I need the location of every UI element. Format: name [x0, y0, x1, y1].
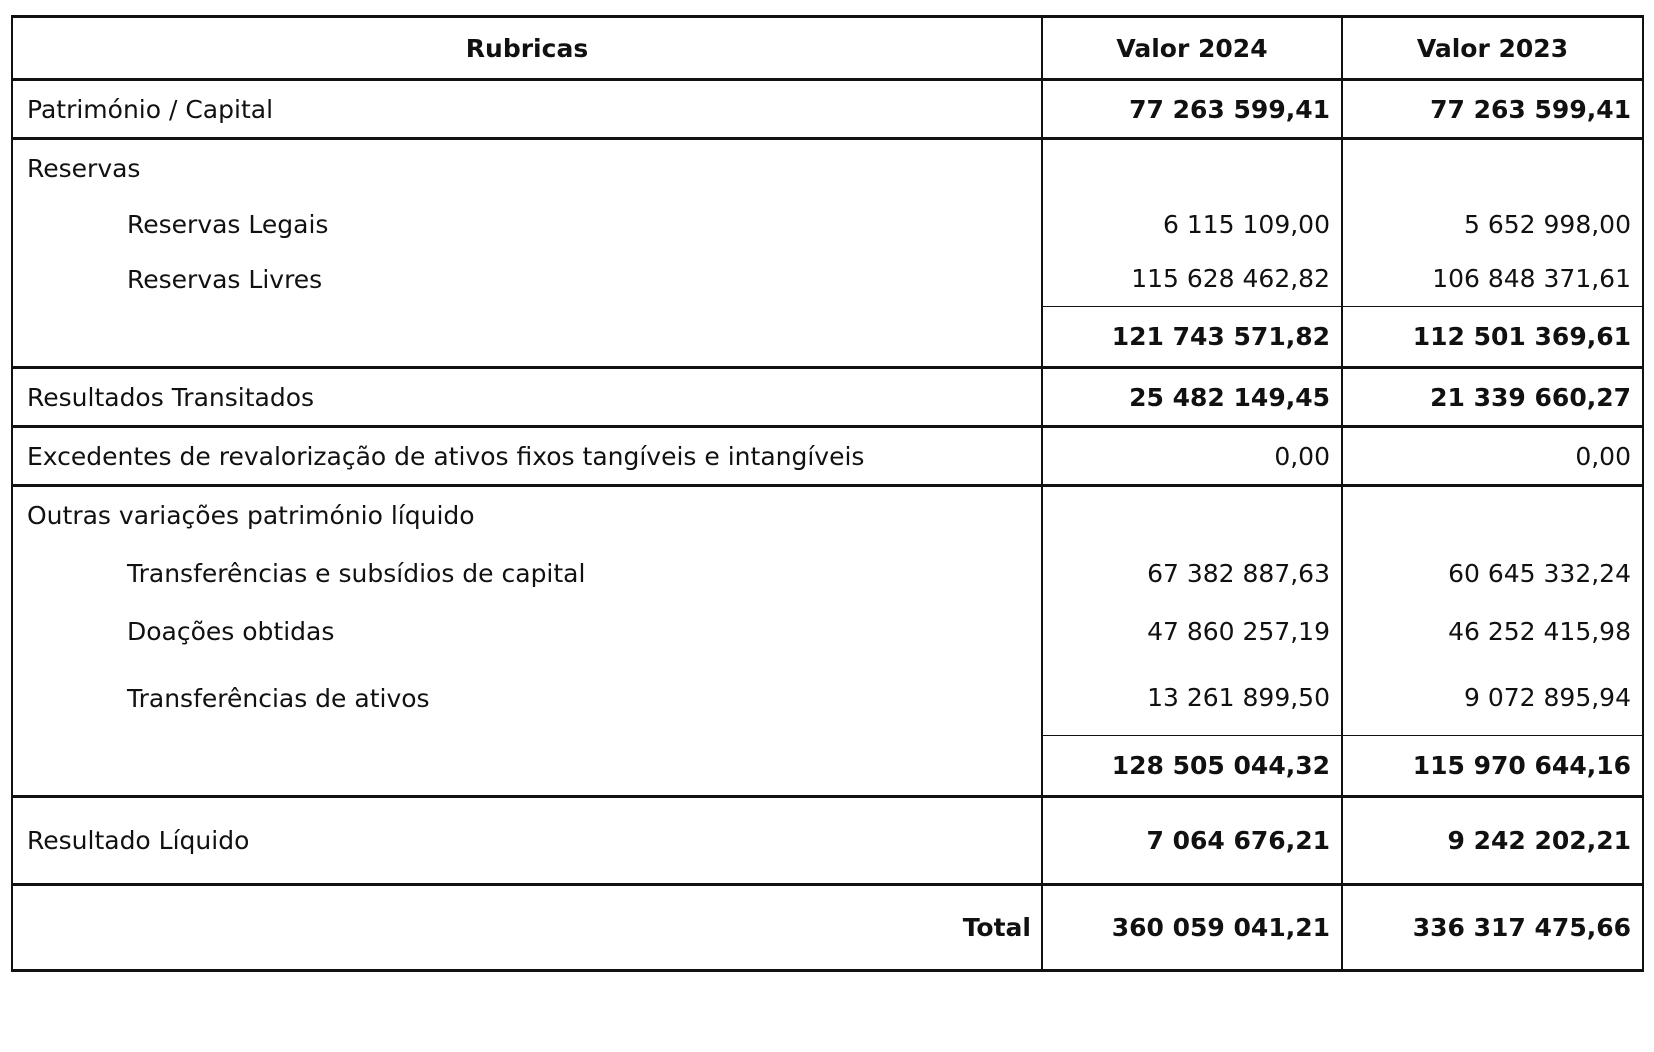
equity-table [11, 15, 1644, 972]
table-row-transferencias-subsidios [12, 544, 1643, 603]
total-2024: 360 059 041,21 [1042, 885, 1342, 971]
table-row-reservas-legais [12, 197, 1643, 252]
table-row-transferencias-ativos [12, 661, 1643, 736]
value-2024: 13 261 899,50 [1042, 661, 1342, 736]
value-2023: 9 242 202,21 [1342, 797, 1643, 885]
table-row-outras-variacoes-subtotal [12, 736, 1643, 797]
value-2024-empty [1042, 139, 1342, 197]
total-label: Total [12, 885, 1042, 971]
row-label: Resultado Líquido [12, 797, 1042, 885]
table-row-resultado-liquido [12, 797, 1643, 885]
value-2023: 9 072 895,94 [1342, 661, 1643, 736]
value-2024: 0,00 [1042, 427, 1342, 486]
row-label: Resultados Transitados [12, 368, 1042, 427]
row-label-empty [12, 307, 1042, 368]
value-2023-empty [1342, 139, 1643, 197]
value-2023-empty [1342, 486, 1643, 544]
value-2024: 25 482 149,45 [1042, 368, 1342, 427]
row-label: Outras variações património líquido [12, 486, 1042, 544]
header-row [12, 17, 1643, 80]
header-valor-2024: Valor 2024 [1042, 17, 1342, 80]
row-label: Doações obtidas [12, 603, 1042, 661]
subtotal-2024: 121 743 571,82 [1042, 307, 1342, 368]
table-row-reservas-subtotal [12, 307, 1643, 368]
row-label: Transferências e subsídios de capital [12, 544, 1042, 603]
subtotal-2023: 115 970 644,16 [1342, 736, 1643, 797]
table-row-reservas-livres [12, 252, 1643, 307]
value-2023: 46 252 415,98 [1342, 603, 1643, 661]
value-2023: 0,00 [1342, 427, 1643, 486]
table-row-doacoes [12, 603, 1643, 661]
row-label: Reservas Legais [12, 197, 1042, 252]
subtotal-2024: 128 505 044,32 [1042, 736, 1342, 797]
value-2024: 6 115 109,00 [1042, 197, 1342, 252]
table-row-outras-variacoes-heading [12, 486, 1643, 544]
value-2023: 21 339 660,27 [1342, 368, 1643, 427]
value-2024: 47 860 257,19 [1042, 603, 1342, 661]
total-2023: 336 317 475,66 [1342, 885, 1643, 971]
value-2024: 7 064 676,21 [1042, 797, 1342, 885]
row-label: Reservas [12, 139, 1042, 197]
row-label-empty [12, 736, 1042, 797]
table-row-resultados-transitados [12, 368, 1643, 427]
row-label: Transferências de ativos [12, 661, 1042, 736]
row-label: Reservas Livres [12, 252, 1042, 307]
table-row-patrimonio [12, 80, 1643, 139]
value-2024: 115 628 462,82 [1042, 252, 1342, 307]
value-2024: 77 263 599,41 [1042, 80, 1342, 139]
row-label: Excedentes de revalorização de ativos fixos tangíveis e intangíveis [12, 427, 1042, 486]
table-row-reservas-heading [12, 139, 1643, 197]
value-2024-empty [1042, 486, 1342, 544]
row-label: Património / Capital [12, 80, 1042, 139]
value-2024: 67 382 887,63 [1042, 544, 1342, 603]
subtotal-2023: 112 501 369,61 [1342, 307, 1643, 368]
value-2023: 5 652 998,00 [1342, 197, 1643, 252]
value-2023: 106 848 371,61 [1342, 252, 1643, 307]
header-valor-2023: Valor 2023 [1342, 17, 1643, 80]
table-row-total [12, 885, 1643, 971]
value-2023: 60 645 332,24 [1342, 544, 1643, 603]
value-2023: 77 263 599,41 [1342, 80, 1643, 139]
table-row-excedentes [12, 427, 1643, 486]
header-rubricas: Rubricas [12, 17, 1042, 80]
